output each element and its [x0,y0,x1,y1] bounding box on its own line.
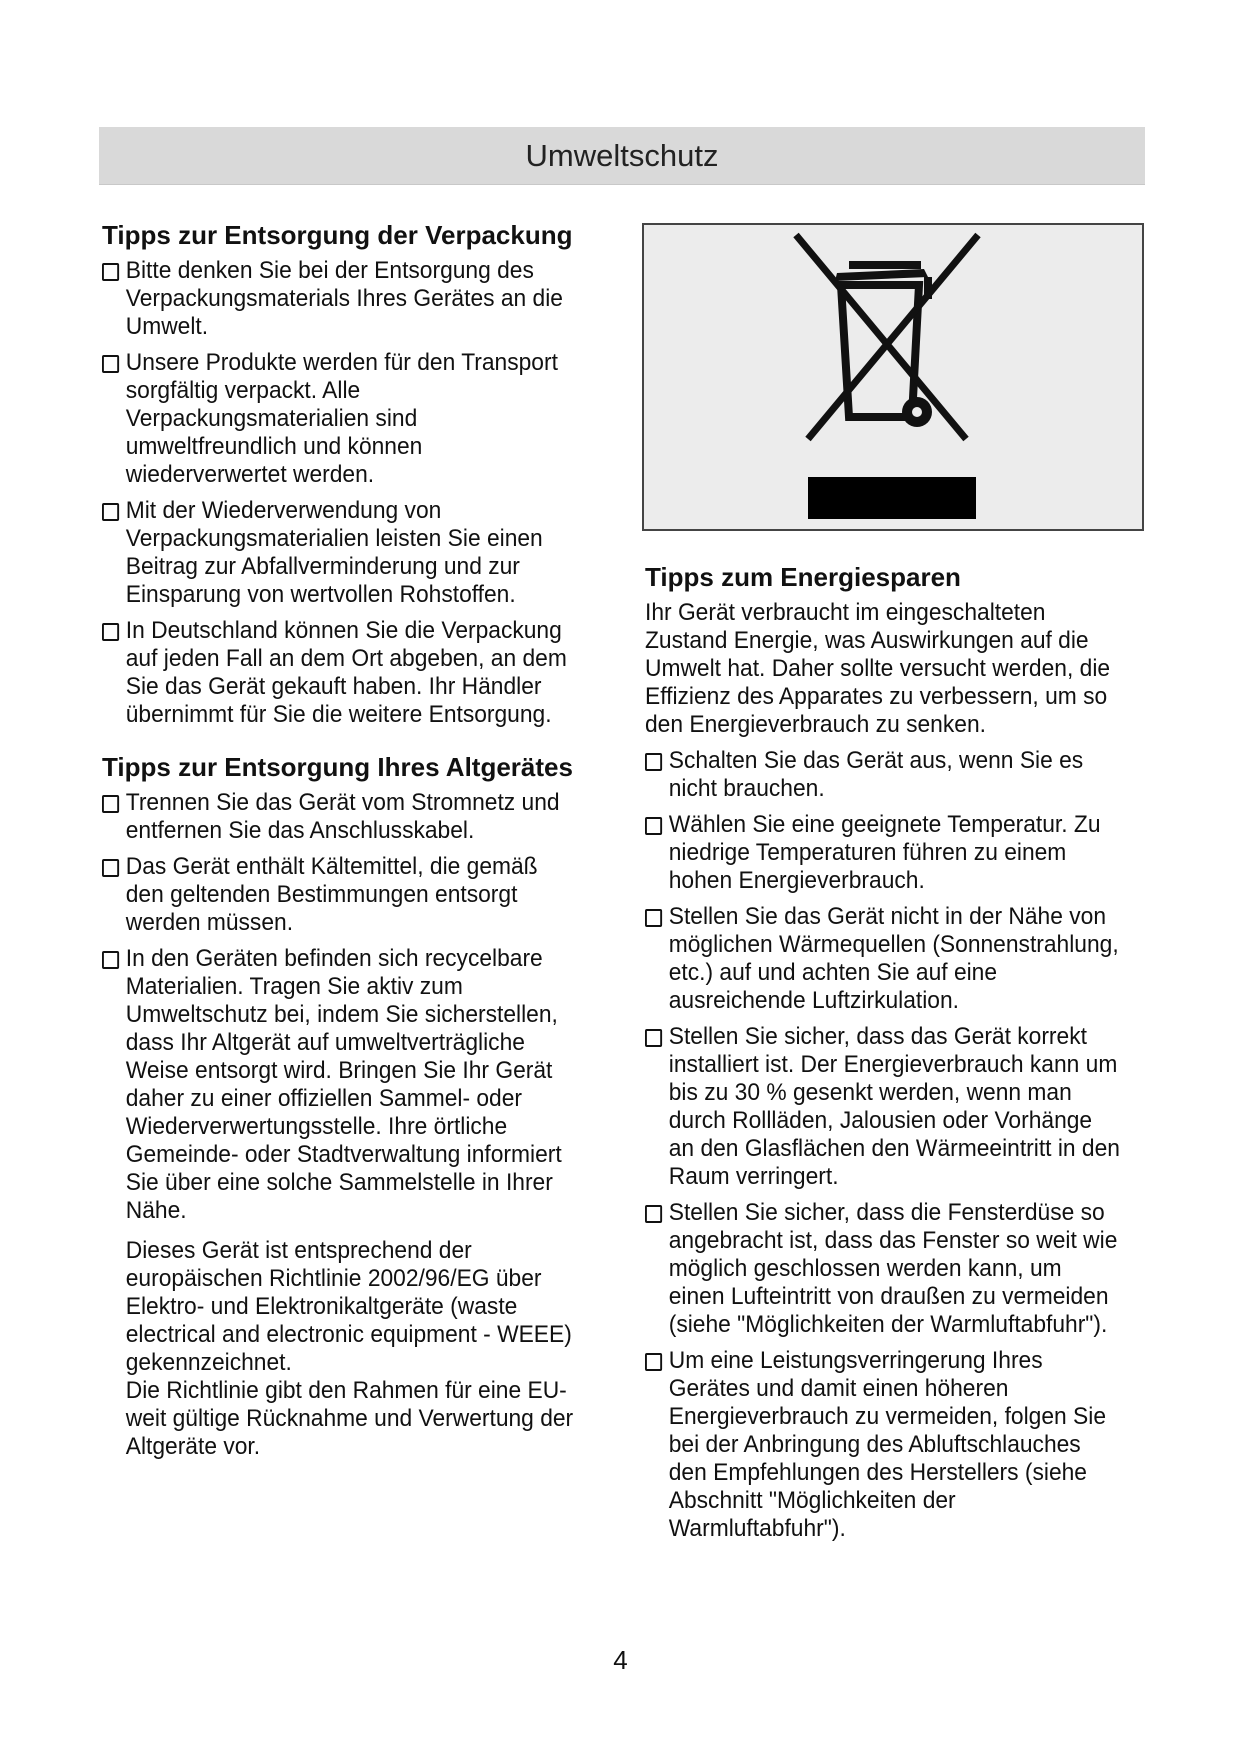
checkbox-icon [102,355,119,373]
packaging-section [102,221,602,729]
directive-note: Die Richtlinie gibt den Rahmen für eine EU-weit gültige Rücknahme und Verwertung der Altgeräte vor. [125,1377,574,1460]
list-item: Schalten Sie das Gerät aus, wenn Sie es nicht brauchen. [645,747,1120,803]
checkbox-icon [645,753,662,771]
checkbox-icon [102,263,119,281]
energy-heading: Tipps zum Energiesparen [645,562,961,592]
packaging-heading: Tipps zur Entsorgung der Verpackung [102,220,573,250]
checkbox-icon [102,795,119,813]
list-item: In Deutschland können Sie die Verpackung auf jeden Fall an dem Ort abgeben, an dem Sie das Gerät gekauft haben. Ihr Händler übernimmt für Sie die weitere Entsorgung. [102,617,577,729]
checkbox-icon [102,951,119,969]
list-item: In den Geräten befinden sich recycelbare Materialien. Tragen Sie aktiv zum Umweltschutz bei, indem Sie sicherstellen, dass Ihr Altgerät auf umweltverträgliche Weise entsorgt wird. Bringen Sie Ihr Gerät daher zu einer offiziellen Sammel- oder Wiederverwertungsstelle. Ihre örtliche Gemeinde- oder Stadtverwaltung informiert Sie über eine solche Sammelstelle in Ihrer Nähe. [102,945,577,1225]
checkbox-icon [102,503,119,521]
list-item: Mit der Wiederverwendung von Verpackungsmaterialien leisten Sie einen Beitrag zur Abfallverminderung und zur Einsparung von wertvollen Rohstoffen. [102,497,577,609]
page-title: Umweltschutz [525,137,719,173]
list-item: Das Gerät enthält Kältemittel, die gemäß den geltenden Bestimmungen entsorgt werden müssen. [102,853,577,937]
list-item: Bitte denken Sie bei der Entsorgung des Verpackungsmaterials Ihres Gerätes an die Umwelt. [102,257,577,341]
weee-symbol-box [642,223,1144,531]
energy-list [645,747,1145,1543]
page-number: 4 [613,1645,628,1675]
checkbox-icon [102,859,119,877]
section-header [99,127,1145,185]
list-item: Trennen Sie das Gerät vom Stromnetz und entfernen Sie das Anschlusskabel. [102,789,577,845]
weee-note: Dieses Gerät ist entsprechend der europäischen Richtlinie 2002/96/EG über Elektro- und Elektronikaltgeräte (waste electrical and electronic equipment - WEEE) gekennzeichnet. [125,1237,572,1376]
energy-section [645,563,1145,1543]
old-device-heading: Tipps zur Entsorgung Ihres Altgerätes [102,752,573,782]
checkbox-icon [645,1353,662,1371]
list-item: Stellen Sie das Gerät nicht in der Nähe von möglichen Wärmequellen (Sonnenstrahlung, etc.) auf und achten Sie auf eine ausreichende Luftzirkulation. [645,903,1120,1015]
list-item: Stellen Sie sicher, dass die Fensterdüse so angebracht ist, dass das Fenster so weit wie möglich geschlossen werden kann, um einen Lufteintritt von draußen zu vermeiden (siehe "Möglichkeiten der Warmluftabfuhr"). [645,1199,1120,1339]
checkbox-icon [645,1205,662,1223]
left-column [102,221,602,1485]
right-column [645,563,1145,1567]
crossed-bin-icon [644,225,1142,529]
list-item: Unsere Produkte werden für den Transport sorgfältig verpackt. Alle Verpackungsmaterialien sind umweltfreundlich und können wiederverwertet werden. [102,349,577,489]
energy-intro: Ihr Gerät verbraucht im eingeschalteten Zustand Energie, was Auswirkungen auf die Umwelt hat. Daher sollte versucht werden, die Effizienz des Apparates zu verbessern, um so den Energieverbrauch zu senken. [645,599,1111,738]
list-item: Um eine Leistungsverringerung Ihres Gerätes und damit einen höheren Energieverbrauch zu vermeiden, folgen Sie bei der Anbringung des Abluftschlauches den Empfehlungen des Herstellers (siehe Abschnitt "Möglichkeiten der Warmluftabfuhr"). [645,1347,1120,1543]
list-item: Wählen Sie eine geeignete Temperatur. Zu niedrige Temperaturen führen zu einem hohen Energieverbrauch. [645,811,1120,895]
old-device-section [102,753,602,1461]
packaging-list [102,257,602,729]
old-device-list [102,789,602,1225]
checkbox-icon [102,623,119,641]
checkbox-icon [645,1029,662,1047]
checkbox-icon [645,909,662,927]
list-item: Stellen Sie sicher, dass das Gerät korrekt installiert ist. Der Energieverbrauch kann um bis zu 30 % gesenkt werden, wenn man durch Rollläden, Jalousien oder Vorhänge an den Glasflächen den Wärmeeintritt in den Raum verringert. [645,1023,1120,1191]
checkbox-icon [645,817,662,835]
